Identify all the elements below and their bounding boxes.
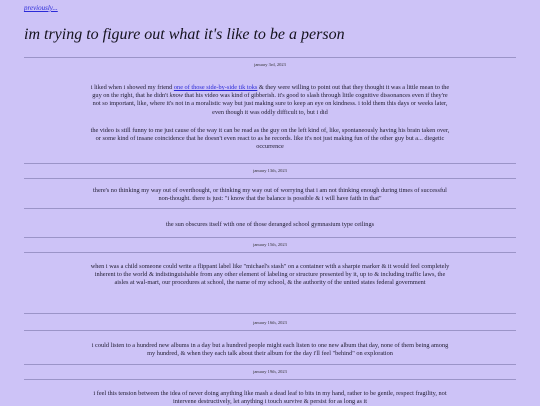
divider	[24, 313, 516, 314]
entry-paragraph: the video is still funny to me just cause of the way it can be read as the guy on the left kind of, like, spontaneously having his brain taken over, or some kind of insane coincidence that he doesn't even react to as he records. like it's not just making fun of the other guy but a... diegetic occurrence	[90, 127, 450, 151]
entry-paragraph: i could listen to a hundred new albums in a day but a hundred people might each listen to one new album that day, none of them being among my hundred, & when they each talk about their album for the day i'll feel "behind" on exploration	[91, 342, 449, 358]
divider	[24, 208, 516, 209]
previously-link[interactable]: previously...	[24, 4, 58, 12]
divider	[24, 237, 516, 238]
entry-text: i liked when i showed my friend	[90, 84, 174, 91]
divider	[24, 163, 516, 164]
entry-paragraph: i feel this tension between the idea of never doing anything like mash a dead leaf to bits in my hand, rather to be gentle, respect fragility, not intervene destructively, let anything i touch survive & persist for as long as it	[93, 390, 447, 406]
entry-emphasis: know	[169, 92, 183, 100]
entry-date: january 13th, 2023	[253, 168, 287, 173]
divider	[24, 178, 516, 179]
page-title: im trying to figure out what it's like to be a person	[24, 26, 345, 43]
divider	[24, 364, 516, 365]
entry-text: & they were willing to point out that they thought it was a little mean to the guy on the right, that he didn't	[92, 84, 450, 100]
entry-date: january 15th, 2023	[253, 242, 287, 247]
entry-paragraph: there's no thinking my way out of overthought, or thinking my way out of worrying that i am not thinking enough during times of successful non-thought. there is just: "i know that the balance is possible & i will have faith in that"	[93, 187, 447, 203]
entry-date: january 19th, 2023	[253, 369, 287, 374]
entry-paragraph	[90, 84, 450, 117]
entry-date: january 16th, 2023	[253, 320, 287, 325]
divider	[24, 252, 516, 253]
entry-date: january 3rd, 2023	[254, 62, 286, 67]
divider	[24, 379, 516, 380]
divider	[24, 330, 516, 331]
divider	[24, 57, 516, 58]
entry-paragraph: the sun obscures itself with one of those deranged school gymnasium type ceilings	[165, 221, 375, 228]
entry-paragraph: when i was a child someone could write a flippant label like "michael's stash" on a container with a sharpie marker & it would feel completely inherent to the world & indistinguishable from any other element of labeling or structure presented by it, up to & including traffic laws, the aisles at wal-mart, our procedures at school, the name of my school, & the authority of the united states federal government	[90, 263, 450, 287]
tik-tok-link[interactable]: one of those side-by-side tik toks	[173, 84, 258, 91]
entry-text: that his video was kind of gibberish. it's good to slash through little cognitive dissonances even if they're not so important, like, where it's not in a moralistic way but just making sure to keep an eye on kindness. i told them this days or weeks later, even though it was oddly difficult to, but i did	[92, 92, 448, 116]
